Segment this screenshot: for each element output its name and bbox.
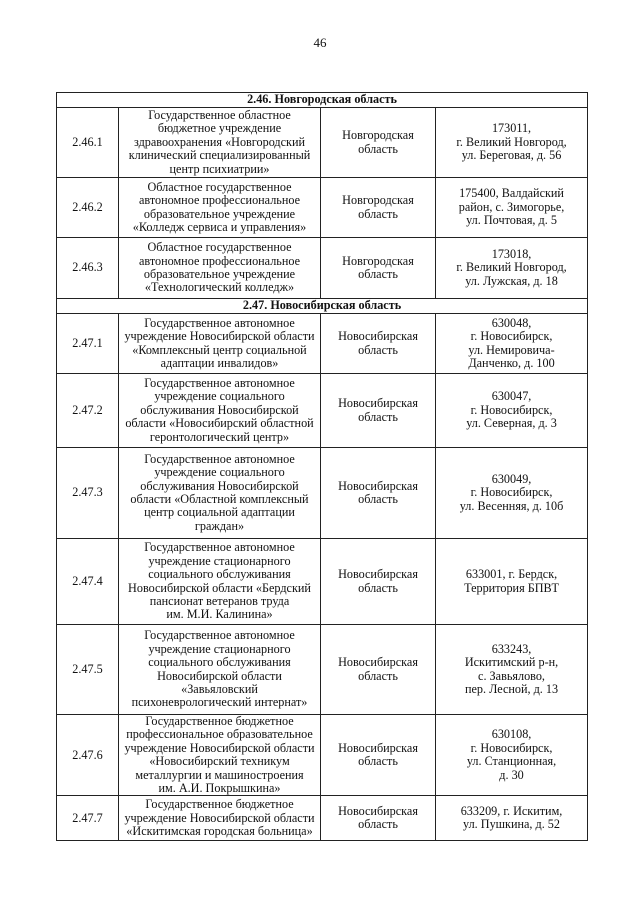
text-line: 630108, [491,727,532,742]
text-line: Новосибирская [338,740,418,755]
region [321,314,436,374]
text-line: автономное профессиональное [138,253,301,268]
text-line: Государственное автономное [144,628,295,643]
text-line: пансионат ветеранов труда [149,593,290,608]
text-line: Новосибирская [338,396,418,411]
text-line: г. Новосибирск, [470,402,553,417]
text-line: центр психиатрии» [169,161,270,176]
text-line: «Колледж сервиса и управления» [132,219,307,234]
table-row [57,374,588,448]
text-line: ул. Почтовая, д. 5 [466,213,557,228]
text-line: область [358,754,398,769]
text-line: с. Завьялово, [478,668,545,683]
text-line: Новгородская [342,253,414,268]
text-line: 630048, [491,315,532,330]
text-line: Искитимский р-н, [464,655,559,670]
text-line: область [358,668,398,683]
text-line: автономное профессиональное [138,193,301,208]
text-line: учреждение стационарного [148,553,291,568]
institution-name [119,625,321,715]
text-line: пер. Лесной, д. 13 [464,681,559,696]
text-line: Новосибирской области «Бердский [128,580,311,595]
text-line: область [358,492,398,506]
text-line: район, с. Зимогорье, [458,199,565,214]
text-line: клинический специализированный [128,148,311,163]
text-line: ул. Пушкина, д. 52 [463,817,560,832]
text-line: Государственное автономное [144,315,295,330]
text-line: область [358,206,398,221]
region [321,178,436,238]
text-line: «Новосибирский техникум [149,754,290,769]
address [436,108,588,178]
text-line: Территория БПВТ [464,580,559,595]
text-line: ул. Немировича- [468,342,555,357]
institution-name [119,314,321,374]
text-line: Новосибирская [338,478,418,493]
row-number: 2.47.2 [57,374,119,448]
text-line: «Искитимская городская больница» [126,824,313,839]
text-line: металлургии и машиностроения [135,767,304,782]
address [436,715,588,796]
institution-name [119,178,321,238]
text-line: г. Великий Новгород, [456,134,567,149]
institutions-table [56,92,588,841]
text-line: области «Областной комплексный [130,492,309,506]
text-line: Новосибирская [338,804,418,819]
text-line: учреждение Новосибирской области [124,740,315,755]
table-row [57,314,588,374]
text-line: учреждение Новосибирской области [124,329,315,344]
text-line: им. А.И. Покрышкина» [158,781,281,796]
text-line: профессиональное образовательное [126,727,313,742]
region [321,539,436,625]
text-line: Государственное автономное [144,451,295,466]
text-line: «Комплексный центр социальной [132,342,307,357]
institution-name [119,796,321,841]
text-line: ул. Северная, д. 3 [466,416,557,431]
text-line: область [358,409,398,424]
text-line: г. Новосибирск, [470,740,553,755]
table-row [57,539,588,625]
row-number: 2.47.5 [57,625,119,715]
text-line: область [358,580,398,595]
text-line: учреждение стационарного [148,641,291,656]
table-row [57,178,588,238]
text-line: образовательное учреждение [143,206,296,221]
text-line: 633001, г. Бердск, [465,567,558,582]
text-line: учреждение социального [154,389,285,404]
text-line: граждан» [194,518,245,533]
text-line: д. 30 [499,767,524,782]
text-line: область [358,817,398,832]
text-line: Новосибирской области [157,668,282,683]
institution-name [119,448,321,539]
text-line: Государственное автономное [144,540,295,555]
region [321,238,436,299]
institution-name [119,374,321,448]
section-heading: 2.47. Новосибирская область [57,299,588,314]
region [321,108,436,178]
text-line: ул. Береговая, д. 56 [461,148,562,163]
text-line: психоневрологический интернат» [131,695,308,710]
text-line: образовательное учреждение [143,267,296,281]
address [436,314,588,374]
address [436,178,588,238]
text-line: ул. Лужская, д. 18 [465,273,558,288]
text-line: учреждение Новосибирской области [124,810,315,825]
text-line: 630047, [491,389,532,404]
text-line: г. Новосибирск, [470,485,553,500]
section-heading: 2.46. Новгородская область [57,93,588,108]
region [321,715,436,796]
text-line: «Завьяловский [181,681,258,696]
institution-name [119,715,321,796]
text-line: Государственное областное [148,107,291,122]
text-line: социального обслуживания [148,655,291,670]
text-line: область [358,342,398,357]
text-line: «Технологический колледж» [144,280,295,295]
text-line: обслуживания Новосибирской [140,478,299,493]
address [436,625,588,715]
row-number: 2.46.1 [57,108,119,178]
table-row [57,448,588,539]
section-header-row [57,93,588,108]
address [436,796,588,841]
text-line: геронтологический центр» [149,429,290,444]
text-line: Новосибирская [338,567,418,582]
text-line: обслуживания Новосибирской [140,402,299,417]
row-number: 2.46.3 [57,238,119,299]
text-line: 633243, [491,641,532,656]
region [321,374,436,448]
address [436,374,588,448]
text-line: бюджетное учреждение [157,121,282,136]
text-line: им. М.И. Калинина» [166,607,273,622]
table-row [57,796,588,841]
text-line: области «Новосибирский областной [125,416,314,431]
row-number: 2.47.6 [57,715,119,796]
text-line: 175400, Валдайский [459,186,564,201]
text-line: Областное государственное [147,240,292,255]
institution-name [119,539,321,625]
table-row [57,108,588,178]
text-line: область [358,141,398,156]
text-line: Новосибирская [338,329,418,344]
row-number: 2.47.7 [57,796,119,841]
text-line: Областное государственное [147,179,292,194]
table-row [57,625,588,715]
text-line: область [358,267,398,281]
institution-name [119,238,321,299]
text-line: Государственное бюджетное [145,797,294,812]
region [321,625,436,715]
text-line: Новгородская [342,128,414,143]
text-line: Данченко, д. 100 [468,355,555,370]
text-line: Новгородская [342,193,414,208]
table-row [57,238,588,299]
text-line: здравоохранения «Новгородский [133,134,306,149]
text-line: 173011, [491,121,532,136]
text-line: г. Новосибирск, [470,329,553,344]
text-line: ул. Станционная, [466,754,557,769]
table-row [57,715,588,796]
row-number: 2.46.2 [57,178,119,238]
text-line: ул. Весенняя, д. 10б [459,498,564,513]
region [321,448,436,539]
address [436,448,588,539]
region [321,796,436,841]
text-line: г. Великий Новгород, [456,260,567,275]
text-line: адаптации инвалидов» [160,355,279,370]
row-number: 2.47.1 [57,314,119,374]
section-header-row [57,299,588,314]
institution-name [119,108,321,178]
text-line: 633209, г. Искитим, [460,804,563,819]
text-line: социального обслуживания [148,567,291,582]
row-number: 2.47.3 [57,448,119,539]
text-line: Государственное автономное [144,375,295,390]
text-line: учреждение социального [154,465,285,480]
row-number: 2.47.4 [57,539,119,625]
text-line: 630049, [491,471,532,486]
text-line: центр социальной адаптации [144,505,295,520]
address [436,539,588,625]
text-line: Новосибирская [338,655,418,670]
text-line: 173018, [491,246,532,261]
text-line: Государственное бюджетное [145,714,294,728]
page-number: 46 [313,35,327,50]
address [436,238,588,299]
